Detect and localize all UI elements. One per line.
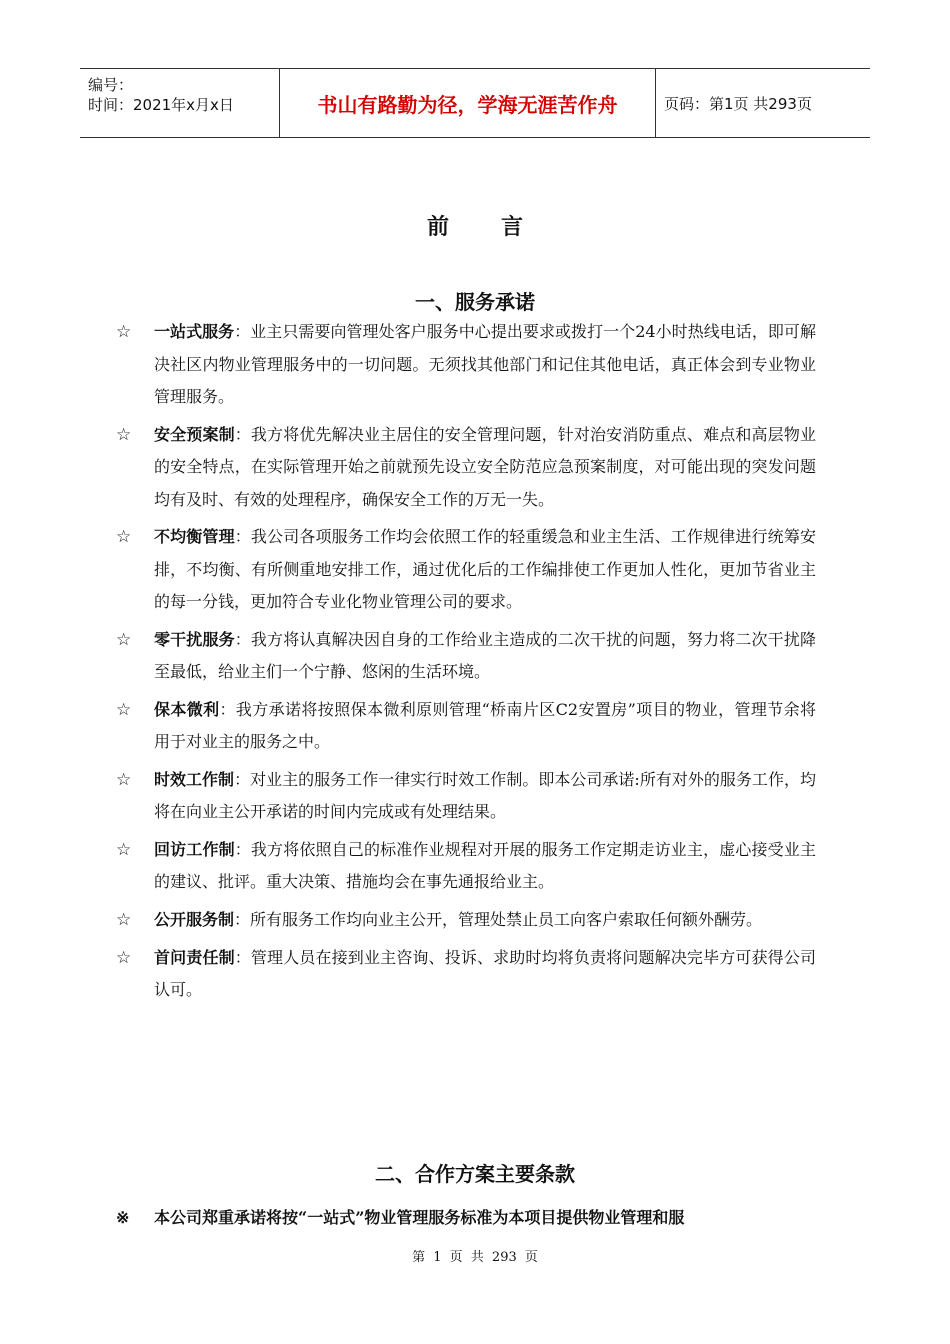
section-title-service-commitment: 一、服务承诺 <box>415 290 535 314</box>
list-item-text: ：我公司各项服务工作均会依照工作的轻重缓急和业主生活、工作规律进行统筹安排，不均衡、有所侧重地安排工作，通过优化后的工作编排使工作更加人性化，更加节省业主的每一分钱，更加符合专业化物业管理公司的要求。 <box>154 527 816 611</box>
star-icon: ☆ <box>116 424 132 445</box>
list-item-body <box>154 942 816 1007</box>
page-header <box>80 68 870 138</box>
list-item <box>116 521 816 619</box>
list-item-body <box>154 834 816 899</box>
star-icon: ☆ <box>116 909 132 930</box>
list-item-text: ：我方承诺将按照保本微利原则管理“桥南片区C2安置房”项目的物业，管理节余将用于对业主的服务之中。 <box>154 699 816 751</box>
clause-text: 本公司郑重承诺将按“一站式”物业管理服务标准为本项目提供物业管理和服 <box>154 1208 685 1227</box>
header-page-info: 页码：第1页 共293页 <box>664 94 812 113</box>
list-item-text: ：我方将优先解决业主居住的安全管理问题，针对治安消防重点、难点和高层物业的安全特点，在实际管理开始之前就预先设立安全防范应急预案制度，对可能出现的突发问题均有及时、有效的处理程序，确保安全工作的万无一失。 <box>154 424 816 509</box>
list-item-term: 零干扰服务 <box>154 629 235 649</box>
commitment-list <box>116 316 816 1012</box>
list-item <box>116 316 816 414</box>
star-icon: ☆ <box>116 769 132 790</box>
list-item <box>116 764 816 829</box>
list-item-body <box>154 694 816 759</box>
list-item-term: 首问责任制 <box>154 947 235 967</box>
number-label: 编号： <box>88 76 134 94</box>
star-icon: ☆ <box>116 947 132 968</box>
star-icon: ☆ <box>116 322 132 342</box>
list-item <box>116 942 816 1007</box>
list-item-body <box>154 624 816 689</box>
clause-item <box>116 1202 816 1234</box>
list-item-term: 公开服务制 <box>154 909 235 929</box>
list-item-term: 回访工作制 <box>154 839 235 859</box>
list-item-body <box>154 316 816 414</box>
list-item-term: 安全预案制 <box>154 424 235 444</box>
list-item <box>116 624 816 689</box>
list-item <box>116 904 816 937</box>
list-item-term: 一站式服务 <box>154 322 235 341</box>
list-item-text: ：业主只需要向管理处客户服务中心提出要求或拨打一个24小时热线电话，即可解决社区内物业管理服务中的一切问题。无须找其他部门和记住其他电话，真正体会到专业物业管理服务。 <box>154 322 816 406</box>
list-item-term: 时效工作制 <box>154 769 235 789</box>
star-icon: ☆ <box>116 699 132 720</box>
list-item-text: ：对业主的服务工作一律实行时效工作制。即本公司承诺:所有对外的服务工作，均将在向业主公开承诺的时间内完成或有处理结果。 <box>154 769 816 821</box>
page-title: 前言 <box>426 214 575 240</box>
list-item-body <box>154 764 816 829</box>
list-item <box>116 694 816 759</box>
list-item-text: ：我方将依照自己的标准作业规程对开展的服务工作定期走访业主，虚心接受业主的建议、批评。重大决策、措施均会在事先通报给业主。 <box>154 839 816 891</box>
list-item <box>116 834 816 899</box>
star-icon: ☆ <box>116 527 132 547</box>
section-title-cooperation-terms: 二、合作方案主要条款 <box>375 1162 575 1186</box>
clause-mark-icon: ※ <box>116 1208 130 1227</box>
list-item <box>116 419 816 517</box>
list-item-text: ：所有服务工作均向业主公开，管理处禁止员工向客户索取任何额外酬劳。 <box>234 909 763 929</box>
header-motto: 书山有路勤为径，学海无涯苦作舟 <box>280 69 656 137</box>
list-item-text: ：管理人员在接到业主咨询、投诉、求助时均将负责将问题解决完毕方可获得公司认可。 <box>154 947 816 999</box>
date-line: 时间：2021年x月x日 <box>88 96 234 114</box>
header-meta <box>80 69 280 137</box>
list-item-body <box>154 904 816 937</box>
list-item-text: ：我方将认真解决因自身的工作给业主造成的二次干扰的问题，努力将二次干扰降至最低，给业主们一个宁静、悠闲的生活环境。 <box>154 629 816 681</box>
page-footer: 第 1 页 共 293 页 <box>412 1250 538 1265</box>
list-item-body <box>154 521 816 619</box>
star-icon: ☆ <box>116 629 132 650</box>
list-item-body <box>154 419 816 517</box>
star-icon: ☆ <box>116 839 132 860</box>
list-item-term: 不均衡管理 <box>154 527 235 546</box>
list-item-term: 保本微利 <box>154 699 220 719</box>
